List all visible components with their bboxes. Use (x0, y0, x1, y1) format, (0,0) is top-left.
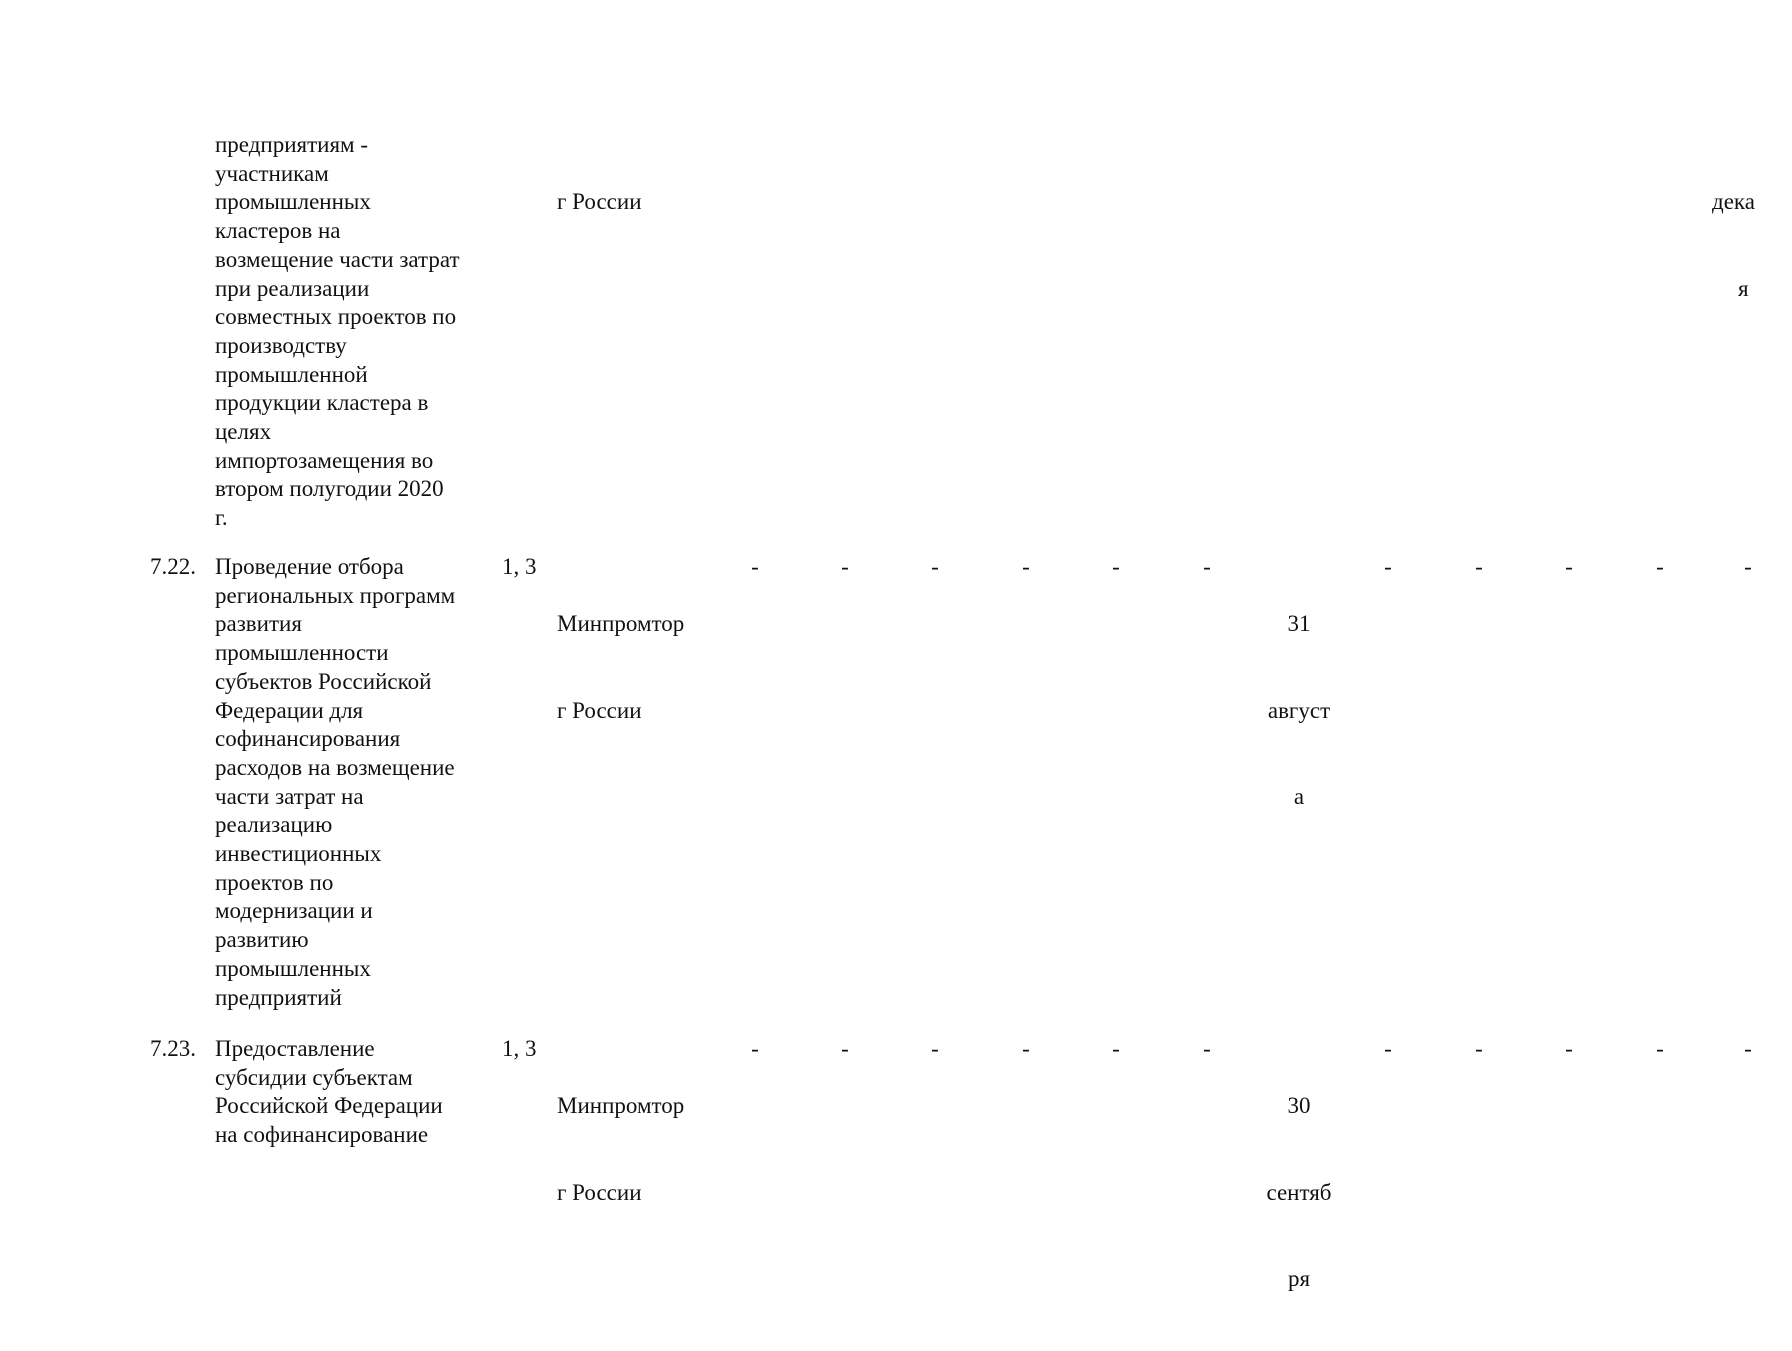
date-line: 31 (1287, 611, 1311, 637)
desc-line: кластеров на (215, 218, 341, 244)
row-number: 7.22. (150, 554, 196, 579)
empty-cell-dash: - (1112, 554, 1120, 579)
org-line: г России (557, 697, 642, 723)
desc-line: совместных проектов по (215, 304, 457, 330)
row-reference: 1, 3 (502, 1036, 537, 1061)
empty-cell-dash: - (1744, 1036, 1752, 1061)
row-deadline (1257, 1035, 1341, 1351)
empty-cell-dash: - (1656, 1036, 1664, 1061)
empty-cell-dash: - (1744, 554, 1752, 579)
desc-line: расходов на возмещение (215, 754, 455, 780)
empty-cell-dash: - (1022, 554, 1030, 579)
row-deadline (1257, 553, 1341, 869)
date-line: август (1267, 697, 1331, 723)
desc-line: г. (215, 505, 228, 531)
date-line: а (1293, 783, 1305, 809)
desc-line: региональных программ (215, 582, 456, 608)
desc-line: втором полугодии 2020 (215, 476, 444, 502)
desc-line: возмещение части затрат (215, 246, 460, 272)
clipped-line: дека (1712, 189, 1755, 215)
desc-line: промышленной (215, 361, 368, 387)
empty-cell-dash: - (1203, 1036, 1211, 1061)
empty-cell-dash: - (841, 1036, 849, 1061)
desc-line: промышленности (215, 640, 389, 666)
date-line: ря (1287, 1265, 1311, 1291)
desc-line: предприятиям - (215, 132, 369, 157)
row-number: 7.23. (150, 1036, 196, 1061)
desc-line: модернизации и (215, 898, 373, 924)
row-reference: 1, 3 (502, 554, 537, 579)
desc-line: проектов по (215, 869, 334, 895)
empty-cell-dash: - (1384, 1036, 1392, 1061)
desc-line: части затрат на (215, 783, 364, 809)
desc-line: Федерации для (215, 697, 364, 723)
row-description (215, 1035, 485, 1150)
desc-line: субсидии субъектам (215, 1064, 413, 1090)
empty-cell-dash: - (841, 554, 849, 579)
desc-line: на софинансирование (215, 1122, 429, 1148)
empty-cell-dash: - (1475, 1036, 1483, 1061)
desc-line: участникам (215, 160, 329, 186)
desc-line: продукции кластера в (215, 390, 429, 416)
row-organization (557, 1035, 684, 1265)
clipped-line: я (1738, 275, 1749, 301)
empty-cell-dash: - (1475, 554, 1483, 579)
prev-row-organization (557, 131, 642, 275)
desc-line: предприятий (215, 984, 342, 1010)
org-line: Минпромтор (557, 611, 685, 637)
empty-cell-dash: - (1656, 554, 1664, 579)
desc-line: промышленных (215, 955, 371, 981)
prev-row-description (215, 131, 485, 533)
empty-cell-dash: - (1565, 1036, 1573, 1061)
prev-row-deadline-clipped (1712, 131, 1792, 361)
desc-line: софинансирования (215, 726, 401, 752)
desc-line: Предоставление (215, 1036, 375, 1061)
empty-cell-dash: - (751, 554, 759, 579)
desc-line: целях (215, 419, 272, 445)
empty-cell-dash: - (751, 1036, 759, 1061)
desc-line: Российской Федерации (215, 1093, 443, 1119)
desc-line: импортозамещения во (215, 447, 434, 473)
desc-line: реализацию (215, 812, 333, 838)
desc-line: Проведение отбора (215, 554, 404, 579)
desc-line: развитию (215, 927, 309, 953)
org-line: г России (557, 189, 642, 215)
empty-cell-dash: - (1384, 554, 1392, 579)
date-line: 30 (1287, 1093, 1311, 1119)
org-line: г России (557, 1179, 642, 1205)
desc-line: инвестиционных (215, 841, 382, 867)
empty-cell-dash: - (1112, 1036, 1120, 1061)
empty-cell-dash: - (931, 554, 939, 579)
desc-line: при реализации (215, 275, 370, 301)
row-organization (557, 553, 684, 783)
empty-cell-dash: - (931, 1036, 939, 1061)
empty-cell-dash: - (1565, 554, 1573, 579)
empty-cell-dash: - (1203, 554, 1211, 579)
desc-line: производству (215, 332, 347, 358)
desc-line: субъектов Российской (215, 668, 432, 694)
empty-cell-dash: - (1022, 1036, 1030, 1061)
row-description (215, 553, 485, 1012)
desc-line: развития (215, 611, 302, 637)
org-line: Минпромтор (557, 1093, 685, 1119)
desc-line: промышленных (215, 189, 371, 215)
date-line: сентяб (1266, 1179, 1332, 1205)
